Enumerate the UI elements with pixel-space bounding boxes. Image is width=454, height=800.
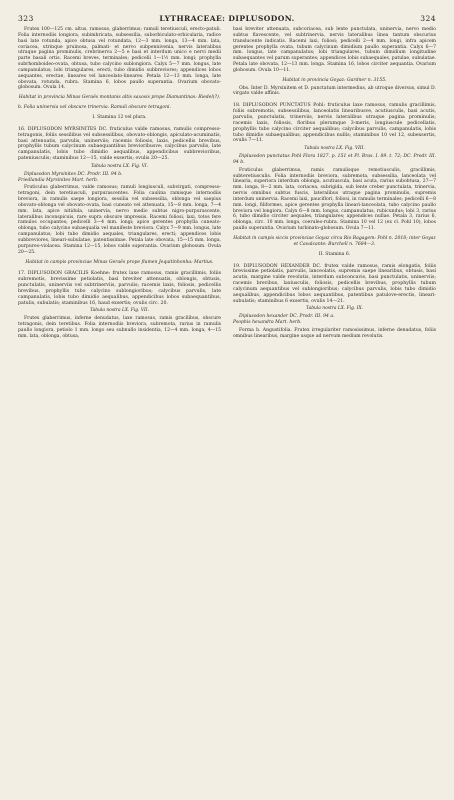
paragraph: b. Folia uninervia vel obscure trinervia. Ramuli obscure tetragoni. [18, 105, 171, 111]
paragraph: Habitat in provincia Minas Geraës montanis altis saxosis prope Diamantinas: Riedel(?). [18, 95, 221, 101]
paragraph: Forma b. Angustifolia. Frutex irregulariter ramosissimus, inferne denudatus, foliis omnibus linearibus, margine usque ad nervum medium revolutis. [233, 327, 436, 339]
paragraph: 16. DIPLUSODON MYRSINITES DC. fruticulus valde ramosus, ramulis compresso-tetragonis, foliis sessilibus vel subsessilibus, obovato-oblongis, apiculato-acuminatis, basi attenuatis, parvulis, uninerviis; racemis foliosis, laxis, pedicellis brevibus, prophyllis tubum calycinum subaequantibus brevioribusve; calycibus parvulis, late campanulatis, lobis tubo dimidio aequalibus, appendicibus subbrevioribus, pateniusculis; staminibus 12—15, valde exsertis; ovulis 20—25. [18, 126, 221, 162]
text-columns [18, 27, 436, 342]
paragraph: Habitat in campis provinciae Minas Geraës prope flumen Jequitinhonha: Martius. [25, 259, 214, 265]
paragraph: Diplusodon Myrsinites DC. Prodr. III. 94 b. Friedlandia Myrsinites Mart. herb. [18, 171, 123, 183]
paragraph: Habitat in campis siccis provinciae Goyaz circa Rio Bagagem: Pohl n. 2018; inter Goyaz et Cavalcante: Burchell n. 7684—3. [233, 236, 436, 247]
running-title: LYTHRACEAE: DIPLUSODON. [159, 14, 295, 23]
paragraph: Frutex 100—125 cm. altus, ramosus, glaberrimus; ramuli teretiusculi, erecto-patuli. Folia internodiis longiora, subimbricata, subsessilia, suborbiculato-orbicularia, radice basi late rotunda, apice obtusa vel rotundata, 12—3 mm. longa, 13—4 mm. lata, coriacea, utrinque pruinosa, palmati- et nervo subpennivenia, nervis lateralibus utraque pagina prominulis, crebrinerva 2—5 e basi et interdum unico e nervi medii parte basali ortis. Racemi breves, terminales; pedicelli 1—1½ mm. longi; prophylla subrhomboideo-ovata, obtusa, tubo calycino sublongiora. Calyx 5—7 mm. longus, late campanulatus; lobi triangulares, erecti, tubo dimidio subbreviores; appendices lobos aequantes, erectae, lineares vel lanceolato-lineares. Petala 12—13 mm. longa, late obovata, rotunda, rubra. Stamina 6, lobos paullo superantia. Ovarium obovato-globosum. Ovula 14. [18, 27, 221, 91]
paragraph: Obs. Inter D. Myrsinitem et D. punctatum intermedius, ab utroque diversus, simul D. virgato valde affinis. [233, 85, 436, 97]
right-column [233, 27, 436, 342]
paragraph: Fruticulus glaberrimus, valde ramosus; ramuli longiusculi, subvirgati, compresso-tetragoni, dein teretiusculi, purpurascentes. Folia caulina ramisque internodiis breviora, in ramulis saepe longiora, sessilia vel subsessilia, oblonga vel saepius obovato-oblonga vel obovato-ovata, basi cuneato vel attenuata, 15—8 mm. longa, 7—4 mm. lata, apice nitidula, uninervia, nervo medio subtus nigro-purpurascente, lateralibus inconspicuis, rare supra obscure impressis. Racemi foliosi, laxi, totos fere ramulos occupantes; pedicelli 3—4 mm. longi; apice gerentes prophylla cuneato-oblonga, tubo calycino subaequalia vel manifeste breviora. Calyx 7—9 mm. longus, late campanulatus; lobi tubo dimidio aequales, triangulares, erecti; appendices lobis subbreviores, lineari-subulatae, patentissimae. Petala late obovata, 15—15 mm. longa, purpureo-violacea. Stamina 12—15, lobos valde superantia. Ovarium globosum. Ovula 20—25. [18, 185, 221, 255]
paragraph: Fruticulus glaberrimus, ramis ramulisque remotiusculis, gracillimis, subteretiusculis. Folia internodiis breviora, subremota, subsessilia, lanceolata vel linearia, superiora interdum oblonga, acutiuscula, basi acuta, rarius subobtusa, 27—7 mm. longa, 8—2 mm. lata, coriacea, subrigida, sub lente creber punctulata, trinervia, nervis omnibus subtus fuscis, lateralibus utraque pagina prominulis, supremis interdum uninervia. Racemi laxi, pauciflori, foliosi, in ramulis terminales; pedicelli 6—8 mm. longi, filiformes, apice gerentes prophylla lineari-lanceolata, tubo calycino paullo breviora vel longiora. Calyx 6—8 mm. longus, campanulatus, rubicundus; lobi 3, rarius 6, tubo dimidio circiter aequales, triangulares; appendices nullae. Petala 3, rarius 6, oblonga, circ. 10 mm. longa, coeruleo-rubra. Stamina 10 vel 12 (ex cl. Pohl 10), lobos paullo superantia. Ovarium turbinato-globosum. Ovula 7—11. [233, 167, 436, 232]
paragraph: 18. DIPLUSODON PUNCTATUS Pohl: fruticulus laxe ramosus, ramulis gracillimis, foliis subremotis, subsessilibus, lanceolatis linearibusve, acutiusculis, basi acutis, parvulis, punctulatis, trinerviis, nervis lateralibus utraque pagina prominulis; racemis laxis, foliosis, floribus plerumque 3-meris, longiuscule pedicellatis, prophyllis tubo calycino circiter aequalibus; calycibus parvulis, campanulatis, lobis tubo dimidio subaequalibus, appendicibus nullis; staminibus 10 vel 12, subexsertis, ovulis 7—11. [233, 103, 436, 144]
running-header [18, 14, 436, 23]
paragraph: Diplusodon hexander DC. Prodr. III. 94 a. Psophis hexandra Mart. herb. [233, 314, 335, 326]
paragraph: Tabula nostra LX. Fig. VI. [90, 163, 149, 169]
paragraph: 19. DIPLUSODON HEXANDER DC. frutex valde ramosus, ramis elongatis, foliis brevissime petiolatis, parvulis, lanceolatis, supremis saepe linearibus, obtusis, basi acutis, margine valde revolutis, interdum subconcavis, basi punctulatis, uninerviis; racemis brevibus, laxiusculis, foliosis, pedicellis brevibus, prophyllis tubum calycinum aequantibus vel sublongioribus; calycibus parvulis, lobis tubo dimidio aequalibus, appendicibus lobos aequantibus, patentibus patulove-erectis, lineari-subulatis; staminibus 6 exsertis, ovulis 14—21. [233, 263, 436, 304]
left-column [18, 27, 221, 342]
page-number-left: 323 [18, 14, 34, 23]
paragraph: Diplusodon punctatus Pohl Flora 1827. p. 151 et Pl. Bras. I. 89. t. 72; DC. Prodr. III. 94 b. [233, 154, 436, 165]
paragraph: basi breviter attenuata, subcoriacea, sub lente punctulata, uninervia, nervo medio subtus flavescente, vel subtrinervia, nervis lateralibus linea tantum obscurius translucente indicatis. Racemi laxi, foliosi; pedicelli 2—4 mm. longi, infra apicem gerentes prophylla ovata, tubum calycinum dimidium paullo superantia. Calyx 6—7 mm. longus, late campanulatus; lobi triangulares, tubum dimidium longitudine subaequantes vel parum superantes; appendices lobis subaequales, patulae, subulatae. Petala late obovata, 12—13 mm. longa. Stamina 16, lobos circiter aequantia. Ovarium globosum. Ovula 10—11. [233, 27, 436, 73]
paragraph: Tabula nostra LX. Fig. VII. [90, 308, 149, 314]
paragraph: Tabula nostra LX. Fig. IX. [305, 306, 363, 312]
paragraph: I. Stamina 12 vel plura. [92, 114, 147, 120]
paragraph: II. Stamina 6. [318, 251, 351, 257]
paragraph: 17. DIPLUSODON GRACILIS Koehne: frutex laxe ramosus, ramis gracillimis, foliis subremotis, brevissime petiolatis, basi breviter attenuatis, oblongis, obtusis, punctulatis, uninerviis vel subtrinerviis, parvulis; racemis laxis, foliosis, pedicellis brevibus, prophyllis tubo calycino sublongioribus; calycibus parvulis, late campanulatis, lobis tubo dimidio aequalibus, appendicibus lobos subaequantibus, patulis, subulatis; staminibus 16, haud exsertis; ovulis circ. 20. [18, 271, 221, 306]
paragraph: Habitat in provincia Goyaz: Gardner n. 3155. [282, 77, 387, 83]
page-number-right: 324 [420, 14, 436, 23]
paragraph: Frutex glaberrimus, inferne denudatus, laxe ramosus, ramis gracilibus, obscure tetragonis, dein teretibus. Folia internodiis breviora, subremota, rarius in ramulis paullo longiora, petiolo 1 mm. longo seu subnullo insidentia, 12—4 mm. longa, 4—15 mm. lata, oblonga, obtusa, [18, 316, 221, 339]
paragraph: Tabula nostra LX. Fig. VIII. [304, 146, 365, 152]
